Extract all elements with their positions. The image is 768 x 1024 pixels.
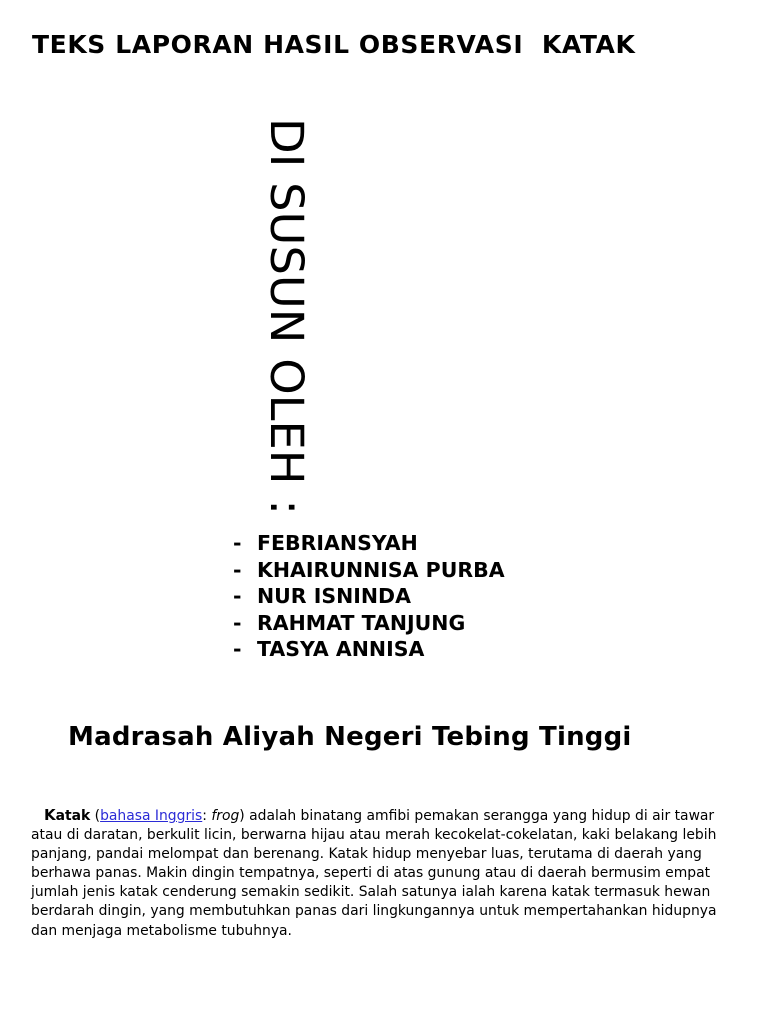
paragraph-line: jumlah jenis katak cenderung semakin sedikit. Salah satunya ialah karena katak termasuk hewan: [31, 884, 711, 901]
line1-rest: ) adalah binatang amfibi pemakan serangga yang hidup di air tawar: [239, 808, 715, 824]
paragraph-line: panjang, pandai melompat dan berenang. Katak hidup menyebar luas, terutama di daerah yang: [31, 846, 702, 863]
vertical-heading-container: [256, 118, 316, 516]
colon: :: [202, 808, 212, 824]
open-paren: (: [90, 808, 101, 824]
author-item: [233, 610, 505, 637]
document-title: TEKS LAPORAN HASIL OBSERVASI KATAK: [32, 30, 636, 59]
bahasa-inggris-link[interactable]: bahasa Inggris: [100, 808, 203, 824]
author-name: RAHMAT TANJUNG: [257, 610, 466, 635]
foreign-word: frog: [211, 808, 240, 824]
author-name: FEBRIANSYAH: [257, 531, 418, 555]
author-bullet: -: [233, 610, 242, 635]
paragraph-line: berhawa panas. Makin dingin tempatnya, seperti di atas gunung atau di daerah bermusim empat: [31, 865, 711, 882]
author-bullet: -: [233, 637, 242, 661]
author-bullet: -: [233, 584, 242, 608]
author-list: [233, 530, 505, 663]
author-item: [233, 636, 505, 663]
author-bullet: -: [233, 531, 242, 555]
author-item: [233, 557, 505, 584]
paragraph-line: berdarah dingin, yang membutuhkan panas dari lingkungannya untuk mempertahankan hidupnya: [31, 903, 717, 920]
author-bullet: -: [233, 557, 242, 582]
author-name: TASYA ANNISA: [257, 637, 425, 661]
paragraph-line: [31, 806, 721, 826]
school-name: Madrasah Aliyah Negeri Tebing Tinggi: [68, 722, 632, 752]
term-first-letter: K: [44, 806, 56, 824]
vertical-heading: DI SUSUN OLEH :: [260, 118, 313, 516]
term-rest: atak: [55, 808, 91, 824]
body-paragraph: [31, 806, 721, 941]
paragraph-line: atau di daratan, berkulit licin, berwarna hijau atau merah kecokelat-cokelatan, kaki belakang lebih: [31, 827, 717, 844]
paragraph-line: dan menjaga metabolisme tubuhnya.: [31, 922, 292, 939]
author-name: NUR ISNINDA: [257, 584, 411, 608]
author-item: [233, 530, 505, 557]
author-name: KHAIRUNNISA PURBA: [257, 557, 505, 582]
author-item: [233, 583, 505, 610]
